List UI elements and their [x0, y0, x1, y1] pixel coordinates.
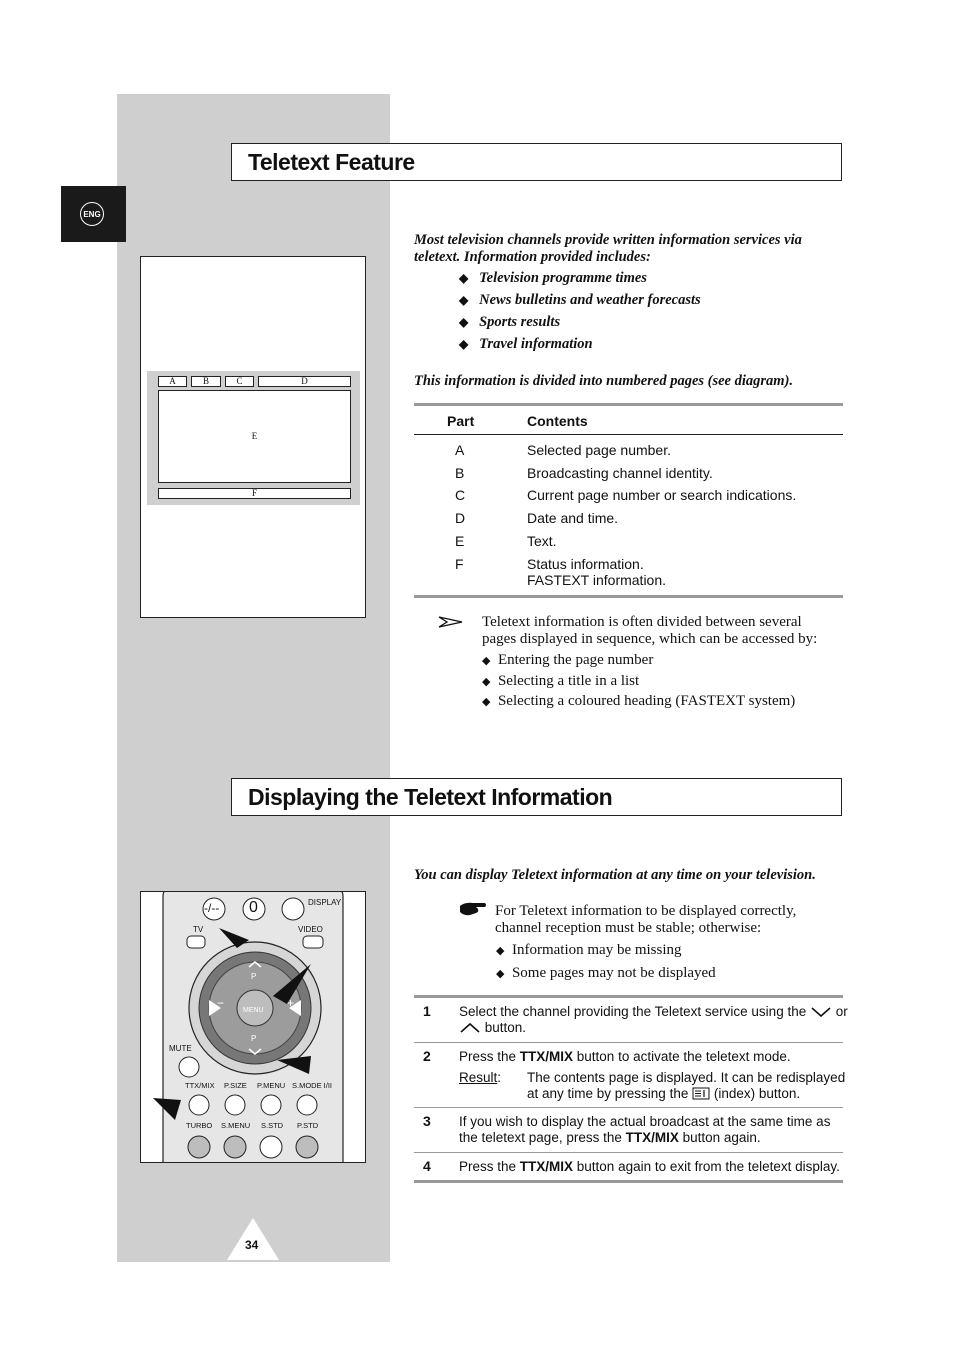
list-item: ◆ Television programme times [459, 270, 647, 286]
remote-label: TV [193, 925, 204, 934]
table-cell-contents: Status information. [527, 556, 644, 572]
intro-text: Most television channels provide written information services via teletext. Information provided includes: [414, 232, 802, 265]
note-line: pages displayed in sequence, which can be accessed by: [482, 631, 818, 647]
step-number: 4 [423, 1158, 431, 1174]
step-text: Press the TTX/MIX button to activate the teletext mode. [459, 1049, 791, 1064]
table-top-rule [414, 403, 843, 406]
table-cell-part: E [455, 533, 465, 549]
diagram-label-c: C [225, 376, 254, 387]
step-number: 3 [423, 1113, 431, 1129]
table-cell-part: A [455, 442, 465, 458]
step-text: If you wish to display the actual broadcast at the same time as [459, 1114, 831, 1129]
remote-label: S.MODE I/II [292, 1081, 333, 1090]
table-cell-contents: FASTEXT information. [527, 572, 667, 588]
remote-label: TURBO [186, 1121, 213, 1130]
feature-list [459, 270, 701, 358]
intro-text: You can display Teletext information at any time on your television. [414, 867, 816, 883]
diagram-label-b: B [191, 376, 221, 387]
table-cell-part: B [455, 465, 465, 481]
language-label: ENG [80, 202, 104, 226]
remote-dash-button: -/-- [204, 901, 220, 915]
remote-label: MENU [243, 1007, 264, 1014]
list-item: ◆ Entering the page number [482, 652, 654, 668]
index-icon [692, 1087, 710, 1100]
step-text: button. [459, 1020, 526, 1036]
note-line: channel reception must be stable; otherwise: [495, 920, 762, 936]
table-header-rule [414, 434, 843, 435]
step-text: Press the TTX/MIX button again to exit from the teletext display. [459, 1159, 840, 1174]
table-header-part: Part [447, 413, 475, 429]
note-line: Teletext information is often divided between several [482, 614, 802, 630]
list-item: ◆ Selecting a coloured heading (FASTEXT system) [482, 693, 796, 709]
list-item: ◆ Sports results [459, 314, 561, 330]
diagram-label-a: A [158, 376, 187, 387]
language-tab [61, 186, 126, 242]
teletext-screen [147, 371, 360, 505]
table-cell-contents: Date and time. [527, 510, 619, 526]
table-cell-contents: Broadcasting channel identity. [527, 465, 713, 481]
steps-top-rule [414, 995, 843, 998]
chevron-down-icon [810, 1006, 832, 1018]
step-text: Select the channel providing the Teletext service using the or [459, 1004, 848, 1019]
remote-label: − [217, 996, 225, 1010]
remote-body-icon [141, 892, 366, 1163]
page-number: 34 [245, 1238, 259, 1252]
step-divider [414, 1107, 843, 1108]
remote-illustration [140, 891, 366, 1163]
diagram-label-f: F [158, 488, 351, 499]
remote-label: P.MENU [257, 1081, 286, 1090]
table-cell-contents: Selected page number. [527, 442, 671, 458]
diagram-label-e: E [158, 390, 351, 483]
section-title: Teletext Feature [248, 149, 415, 175]
list-item: ◆ Some pages may not be displayed [496, 965, 716, 981]
remote-label: S.STD [261, 1121, 284, 1130]
note-arrow-icon [438, 615, 464, 629]
remote-label: DISPLAY [308, 898, 342, 907]
table-cell-part: C [455, 487, 466, 503]
pointing-hand-icon [459, 900, 487, 918]
table-header-contents: Contents [527, 413, 588, 429]
section-title: Displaying the Teletext Information [248, 784, 613, 810]
list-item: ◆ Information may be missing [496, 942, 682, 958]
step-number: 1 [423, 1003, 431, 1019]
result-text: The contents page is displayed. It can be redisplayed [527, 1070, 846, 1085]
remote-label: P.SIZE [224, 1081, 247, 1090]
remote-label: + [287, 996, 295, 1010]
step-divider [414, 1042, 843, 1043]
list-item: ◆ Travel information [459, 336, 593, 352]
step-number: 2 [423, 1048, 431, 1064]
remote-label: P [251, 1034, 257, 1043]
table-cell-part: D [455, 510, 466, 526]
result-label: Result: [459, 1070, 502, 1085]
remote-label: P.STD [297, 1121, 319, 1130]
list-item: ◆ Selecting a title in a list [482, 673, 640, 689]
note-line: For Teletext information to be displayed correctly, [495, 903, 797, 919]
section-title-box [231, 143, 842, 181]
remote-label: P [251, 972, 257, 981]
step-divider [414, 1152, 843, 1153]
result-text: at any time by pressing the (index) button. [527, 1086, 801, 1101]
diagram-label-d: D [258, 376, 351, 387]
table-bottom-rule [414, 595, 843, 598]
remote-label: MUTE [169, 1044, 192, 1053]
table-cell-contents: Current page number or search indications. [527, 487, 797, 503]
step-text: the teletext page, press the TTX/MIX button again. [459, 1130, 761, 1145]
chevron-up-icon [459, 1022, 481, 1034]
remote-label: VIDEO [298, 925, 323, 934]
section-title-box [231, 778, 842, 816]
list-item: ◆ News bulletins and weather forecasts [459, 292, 701, 308]
pages-note: This information is divided into numbered pages (see diagram). [414, 373, 794, 389]
table-cell-part: F [455, 556, 464, 572]
remote-label: S.MENU [221, 1121, 251, 1130]
remote-label: TTX/MIX [185, 1081, 215, 1090]
steps-bottom-rule [414, 1180, 843, 1183]
remote-zero-button: 0 [249, 899, 258, 916]
table-cell-contents: Text. [527, 533, 557, 549]
